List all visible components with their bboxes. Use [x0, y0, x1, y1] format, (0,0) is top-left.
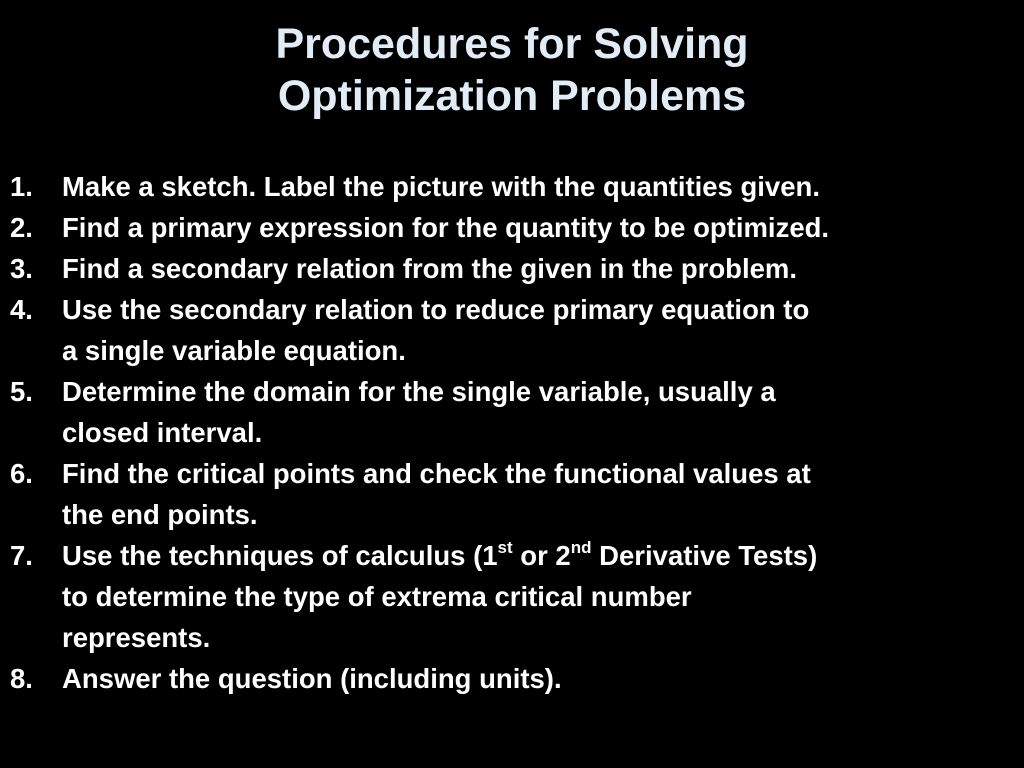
step-text	[62, 371, 1020, 453]
step-text	[62, 658, 1020, 699]
step-text	[62, 207, 1020, 248]
step-4	[10, 289, 1020, 371]
step-text	[62, 453, 1020, 535]
step-5	[10, 371, 1020, 453]
step-text-line: closed interval.	[62, 417, 263, 448]
step-number: 4.	[10, 294, 33, 325]
procedure-steps-list	[10, 166, 1020, 699]
step-text-line: Make a sketch. Label the picture with the quantities given.	[62, 171, 820, 202]
step-text-line: a single variable equation.	[62, 335, 406, 366]
step-number: 1.	[10, 171, 33, 202]
step-text-line	[62, 535, 1020, 576]
ordinal-superscript: nd	[570, 537, 592, 557]
step-2	[10, 207, 1020, 248]
step-text-line: Answer the question (including units).	[62, 663, 562, 694]
step-text-line: Find a secondary relation from the given in the problem.	[62, 253, 797, 284]
step-number: 8.	[10, 663, 33, 694]
step-text-line: Use the secondary relation to reduce primary equation to	[62, 294, 810, 325]
step-6	[10, 453, 1020, 535]
step-text-line: to determine the type of extrema critical number	[62, 581, 692, 612]
step-text-line: Find a primary expression for the quantity to be optimized.	[62, 212, 830, 243]
step-8	[10, 658, 1020, 699]
step-7	[10, 535, 1020, 658]
step-text	[62, 535, 1020, 658]
step-number: 7.	[10, 540, 33, 571]
step-number: 5.	[10, 376, 33, 407]
slide-title	[0, 18, 1024, 122]
step-text-part: or 2	[512, 540, 571, 571]
step-number: 3.	[10, 253, 33, 284]
step-text-line: Find the critical points and check the functional values at	[62, 458, 811, 489]
step-number: 2.	[10, 212, 33, 243]
step-text-part: Use the techniques of calculus (1	[62, 540, 498, 571]
step-text	[62, 166, 1020, 207]
slide-title-line-1: Procedures for Solving	[275, 20, 749, 68]
step-text-part: Derivative Tests)	[591, 540, 818, 571]
step-3	[10, 248, 1020, 289]
step-text	[62, 289, 1020, 371]
step-number: 6.	[10, 458, 33, 489]
slide-title-line-2: Optimization Problems	[277, 72, 747, 120]
step-text	[62, 248, 1020, 289]
step-1	[10, 166, 1020, 207]
step-text-line: the end points.	[62, 499, 258, 530]
step-text-line: Determine the domain for the single variable, usually a	[62, 376, 776, 407]
step-text-line: represents.	[62, 622, 211, 653]
ordinal-superscript: st	[497, 537, 513, 557]
